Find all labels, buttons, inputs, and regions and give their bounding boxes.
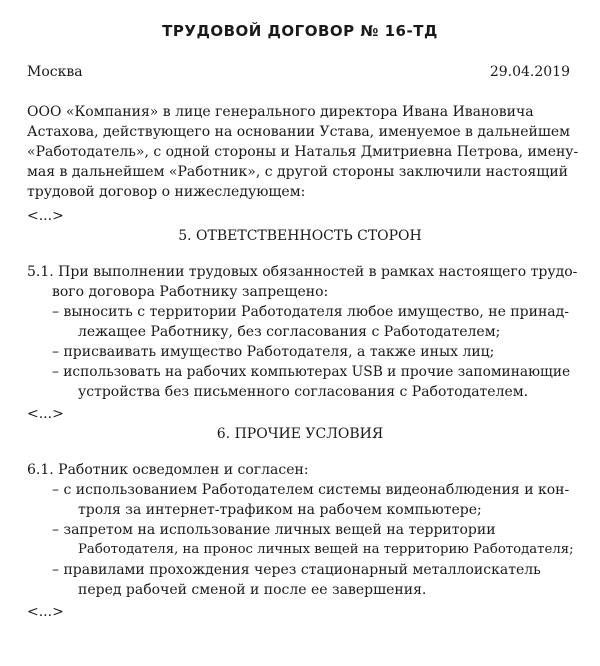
omission-marker: <...> xyxy=(27,406,64,422)
list-item-continued: троля за интернет-трафиком на рабочем компьютере; xyxy=(78,502,482,518)
list-item: – использовать на рабочих компьютерах USB и прочие запоминающие xyxy=(52,364,571,380)
omission-marker: <...> xyxy=(27,208,64,224)
omission-marker: <...> xyxy=(27,604,64,620)
intro-line: мая в дальнейшем «Работник», с другой стороны заключили настоящий xyxy=(27,164,568,180)
clause-line: 6.1. Работник осведомлен и согласен: xyxy=(27,462,309,478)
list-item: – правилами прохождения через стационарный металлоискатель xyxy=(52,562,541,578)
section-heading: 6. ПРОЧИЕ УСЛОВИЯ xyxy=(216,426,384,442)
list-item: – присваивать имущество Работодателя, а также иных лиц; xyxy=(52,344,495,360)
intro-line: трудовой договор о нижеследующем: xyxy=(27,184,306,200)
list-item-continued: лежащее Работнику, без согласования с Работодателем; xyxy=(78,324,501,340)
city: Москва xyxy=(27,64,83,80)
list-item-continued: перед рабочей сменой и после ее завершения. xyxy=(78,582,427,598)
list-item: – запретом на использование личных вещей на территории xyxy=(52,522,496,538)
clause-line: вого договора Работнику запрещено: xyxy=(52,284,329,300)
intro-line: «Работодатель», с одной стороны и Наталья Дмитриевна Петрова, имену- xyxy=(27,144,579,160)
intro-line: Астахова, действующего на основании Устава, именуемое в дальнейшем xyxy=(27,124,571,140)
list-item: – выносить с территории Работодателя любое имущество, не принад- xyxy=(52,304,569,320)
list-item-continued: Работодателя, на пронос личных вещей на территорию Работодателя; xyxy=(78,542,574,557)
section-heading: 5. ОТВЕТСТВЕННОСТЬ СТОРОН xyxy=(178,228,422,244)
intro-line: ООО «Компания» в лице генерального директора Ивана Ивановича xyxy=(27,104,534,120)
list-item: – с использованием Работодателем системы видеонаблюдения и кон- xyxy=(52,482,570,498)
clause-line: 5.1. При выполнении трудовых обязанностей в рамках настоящего трудо- xyxy=(27,264,578,280)
list-item-continued: устройства без письменного согласования с Работодателем. xyxy=(78,384,529,400)
date: 29.04.2019 xyxy=(489,64,570,80)
document-title: ТРУДОВОЙ ДОГОВОР № 16-ТД xyxy=(162,22,438,40)
